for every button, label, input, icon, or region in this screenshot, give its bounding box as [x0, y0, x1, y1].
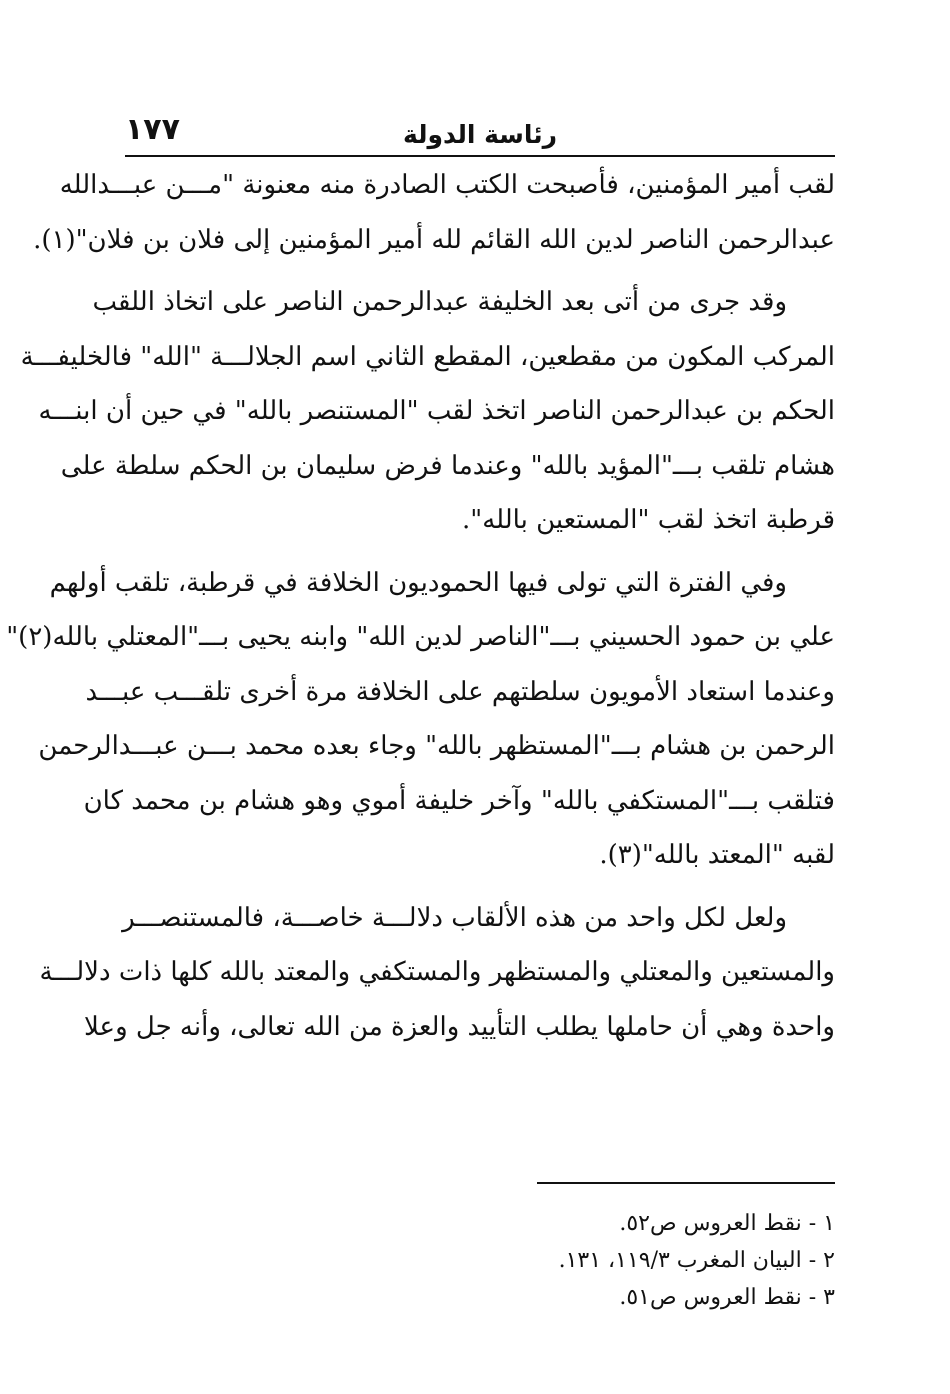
text-line: فتلقب بـــ"المستكفي بالله" وآخر خليفة أموي وهو هشام بن محمد كان	[83, 785, 835, 816]
text-line: ولعل لكل واحد من هذه الألقاب دلالـــة خاصـــة، فالمستنصـــر	[122, 902, 787, 933]
footnote-1: ١ - نقط العروس ص٥٢.	[619, 1211, 835, 1236]
paragraph	[6, 556, 835, 883]
text-line: لقب أمير المؤمنين، فأصبحت الكتب الصادرة منه معنونة "مـــن عبـــدالله	[59, 170, 835, 200]
running-head-title: رئاسة الدولة	[402, 120, 558, 149]
text-line: وقد جرى من أتى بعد الخليفة عبدالرحمن الناصر على اتخاذ اللقب	[92, 287, 787, 317]
footnote-2: ٢ - البيان المغرب ١١٩/٣، ١٣١.	[558, 1248, 835, 1273]
text-line: المركب المكون من مقطعين، المقطع الثاني اسم الجلالـــة "الله" فالخليفـــة	[20, 341, 835, 372]
paragraph	[20, 275, 835, 548]
text-line: علي بن حمود الحسيني بـــ"الناصر لدين الله" وابنه يحيى بـــ"المعتلي بالله(٢)"	[6, 622, 835, 652]
text-line: هشام تلقب بـــ"المؤيد بالله" وعندما فرض سليمان بن الحكم سلطة على	[60, 450, 835, 481]
text-line: الحكم بن عبدالرحمن الناصر اتخذ لقب "المستنصر بالله" في حين أن ابنـــه	[38, 396, 835, 426]
text-line: لقبه "المعتد بالله"(٣).	[599, 840, 835, 870]
body-text	[6, 158, 835, 1054]
header-divider	[125, 155, 835, 157]
page-number: ١٧٧	[125, 112, 180, 147]
text-line: الرحمن بن هشام بـــ"المستظهر بالله" وجاء بعده محمد بـــن عبـــدالرحمن	[38, 731, 835, 761]
text-line: قرطبة اتخذ لقب "المستعين بالله".	[461, 505, 835, 535]
footnote-3: ٣ - نقط العروس ص٥١.	[619, 1285, 835, 1310]
text-line: وعندما استعاد الأمويون سلطتهم على الخلافة مرة أخرى تلقـــب عبـــد	[85, 676, 835, 707]
text-line: عبدالرحمن الناصر لدين الله القائم لله أمير المؤمنين إلى فلان بن فلان"(١).	[33, 224, 835, 255]
footnote-divider	[537, 1182, 835, 1184]
text-line: واحدة وهي أن حاملها يطلب التأييد والعزة من الله تعالى، وأنه جل وعلا	[84, 1011, 835, 1042]
paragraph	[33, 158, 835, 267]
text-line: والمستعين والمعتلي والمستظهر والمستكفي والمعتد بالله كلها ذات دلالـــة	[39, 957, 835, 987]
footnotes	[125, 1205, 835, 1316]
text-line: وفي الفترة التي تولى فيها الحموديون الخلافة في قرطبة، تلقب أولهم	[49, 567, 787, 598]
paragraph	[39, 891, 835, 1055]
